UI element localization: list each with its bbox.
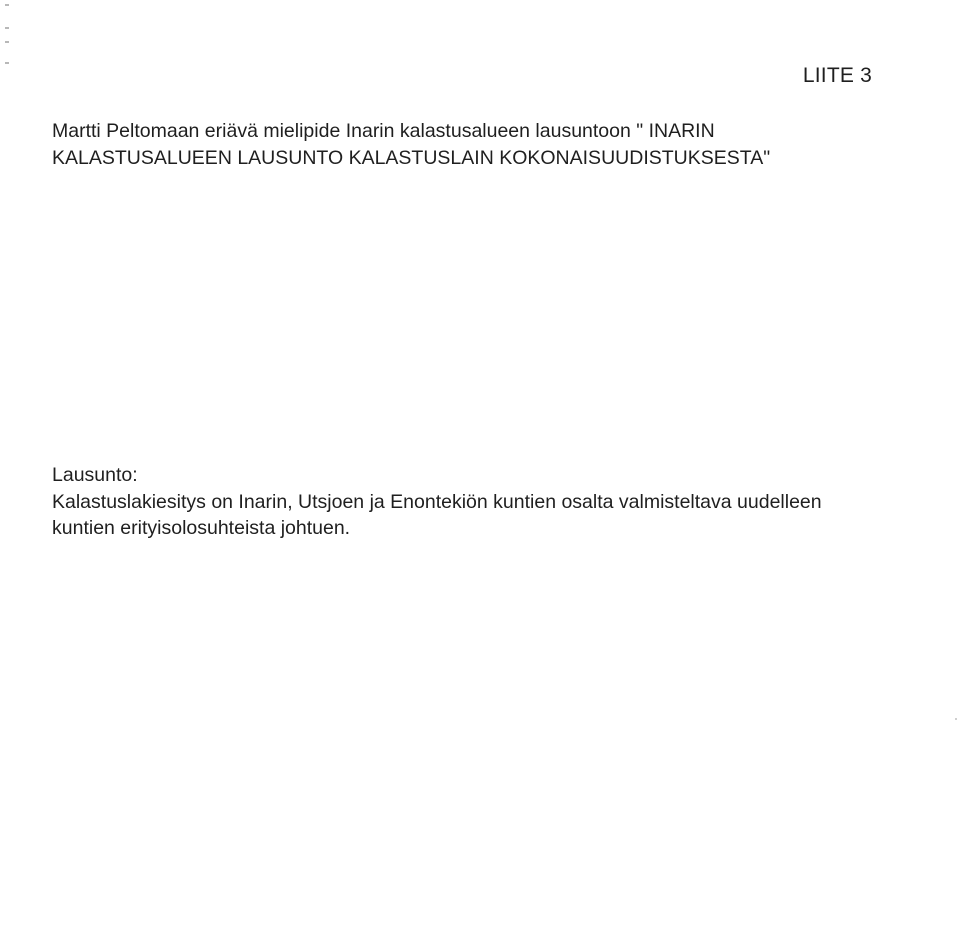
scan-mark <box>5 62 9 64</box>
scan-mark <box>5 41 9 43</box>
scan-margin-marks <box>2 0 16 70</box>
statement-section <box>52 462 952 542</box>
appendix-label: LIITE 3 <box>802 64 872 87</box>
document-title <box>52 118 912 172</box>
scan-mark <box>5 27 9 29</box>
scan-speck <box>955 718 957 720</box>
statement-line-1: Kalastuslakiesitys on Inarin, Utsjoen ja Enontekiön kuntien osalta valmisteltava uudelleen <box>52 490 822 513</box>
statement-heading: Lausunto: <box>52 464 138 486</box>
scan-mark <box>5 4 9 6</box>
title-line-2: KALASTUSALUEEN LAUSUNTO KALASTUSLAIN KOKONAISUUDISTUKSESTA" <box>52 147 771 169</box>
title-line-1: Martti Peltomaan eriävä mielipide Inarin kalastusalueen lausuntoon " INARIN <box>52 120 715 142</box>
statement-line-2: kuntien erityisolosuhteista johtuen. <box>52 517 351 539</box>
